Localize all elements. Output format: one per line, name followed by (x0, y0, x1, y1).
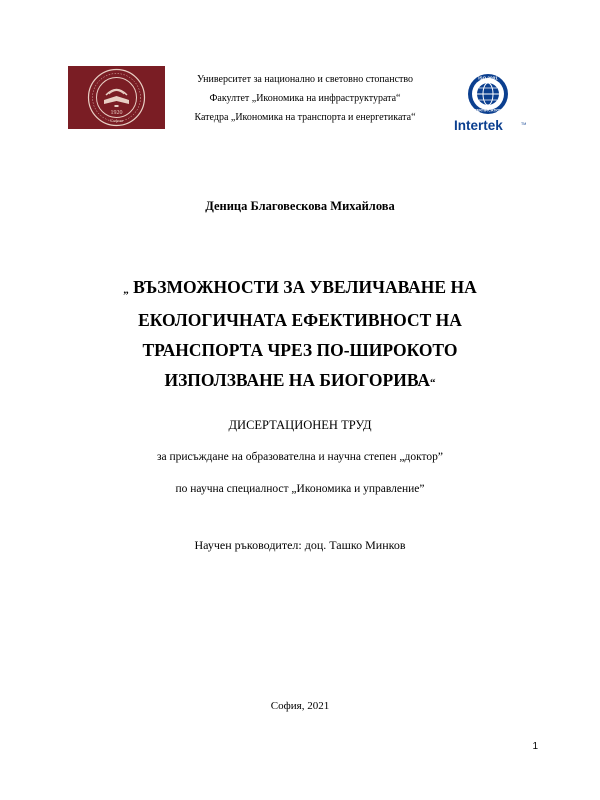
title-line-3: ТРАНСПОРТА ЧРЕЗ ПО-ШИРОКОТО (142, 340, 458, 360)
title-line-1 (80, 272, 520, 305)
document-type: ДИСЕРТАЦИОНЕН ТРУД (228, 418, 372, 432)
university-logo (68, 66, 165, 129)
seal-year: 1920 (110, 110, 123, 116)
faculty-name: Факултет „Икономика на инфраструктурата“ (209, 93, 401, 104)
dissertation-title (80, 272, 520, 398)
title-line-4-text: ИЗПОЛЗВАНЕ НА БИОГОРИВА (164, 370, 431, 390)
unwe-seal-icon (68, 66, 165, 129)
certification-logo (452, 70, 532, 132)
page-number: 1 (532, 741, 538, 752)
scientific-supervisor: Научен ръководител: доц. Ташко Минков (194, 538, 406, 552)
title-line-2: ЕКОЛОГИЧНАТА ЕФЕКТИВНОСТ НА (138, 310, 462, 330)
badge-top-text: ISO 9001 (478, 75, 498, 81)
badge-bottom-text: CERTIFICATION (474, 108, 502, 113)
title-open-quote: „ (123, 284, 129, 296)
title-close-quote: “ (430, 377, 436, 389)
department-name: Катедра „Икономика на транспорта и енергетиката“ (194, 112, 416, 123)
seal-city: София (110, 118, 123, 123)
place-and-year: София, 2021 (270, 700, 330, 712)
intertek-iso-icon (452, 70, 532, 132)
trademark-mark: TM (521, 122, 527, 126)
author-name: Деница Благовескова Михайлова (205, 199, 395, 213)
degree-purpose: за присъждане на образователна и научна степен „доктор” (156, 451, 444, 463)
institution-header (160, 70, 450, 127)
scientific-specialty: по научна специалност „Икономика и управление” (175, 483, 425, 495)
university-name: Университет за национално и световно стопанство (196, 74, 414, 85)
intertek-brand: Intertek (454, 118, 503, 132)
title-line-1-text: ВЪЗМОЖНОСТИ ЗА УВЕЛИЧАВАНЕ НА (133, 277, 477, 297)
title-line-4 (80, 365, 520, 398)
